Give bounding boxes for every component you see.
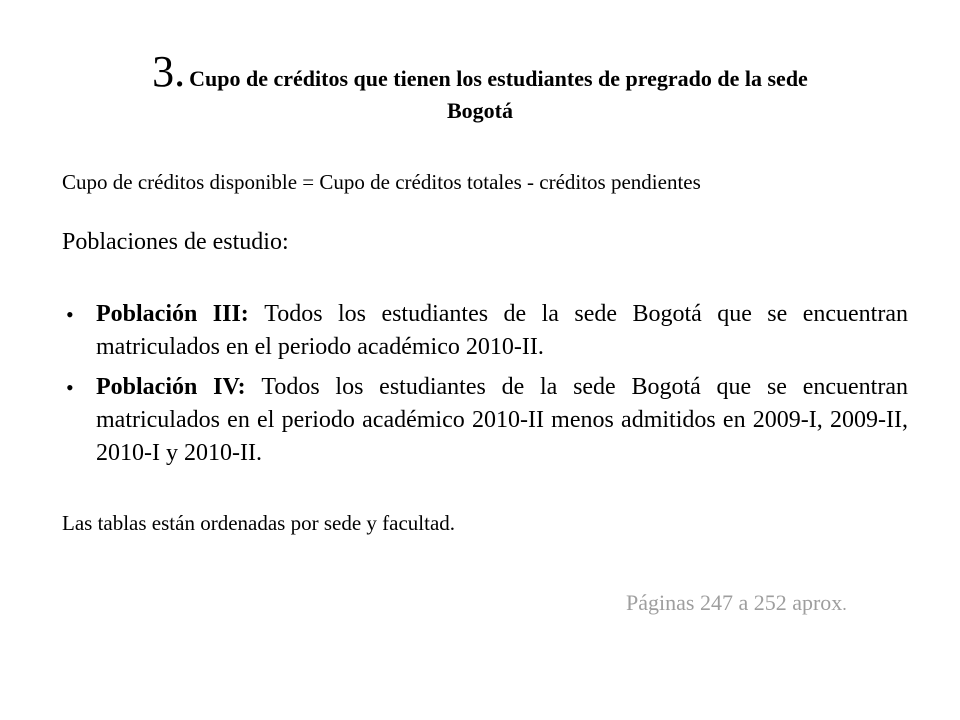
formula-text: Cupo de créditos disponible = Cupo de créditos totales - créditos pendientes — [62, 170, 701, 194]
bullet-icon: • — [66, 302, 74, 327]
bullet-icon: • — [66, 375, 74, 400]
bullet-item-poblacion-iv — [62, 371, 908, 470]
tablas-note: Las tablas están ordenadas por sede y facultad. — [62, 511, 456, 535]
slide-title — [60, 47, 900, 124]
page-range-suffix: . — [842, 594, 847, 614]
bullet-label: Población IV: — [96, 374, 262, 400]
title-line-1: Cupo de créditos que tienen los estudiantes de pregrado de la sede — [189, 66, 808, 91]
bullet-text: Todos los estudiantes de la sede Bogotá que se encuentran matriculados en el periodo académico 2010-II. — [96, 301, 908, 360]
title-line-2: Bogotá — [447, 98, 513, 123]
bullet-text: Todos los estudiantes de la sede Bogotá que se encuentran matriculados en el periodo académico 2010-II menos admitidos en 2009-I, 2009-II, 2010-I y 2010-II. — [96, 374, 908, 466]
title-number: 3. — [152, 47, 186, 96]
poblaciones-heading: Poblaciones de estudio: — [62, 229, 289, 255]
bullet-label: Población III: — [96, 301, 265, 327]
page-range-text: Páginas 247 a 252 aprox — [626, 590, 843, 615]
bullet-list — [62, 298, 908, 477]
page-range-note — [626, 590, 847, 616]
bullet-item-poblacion-iii — [62, 298, 908, 364]
